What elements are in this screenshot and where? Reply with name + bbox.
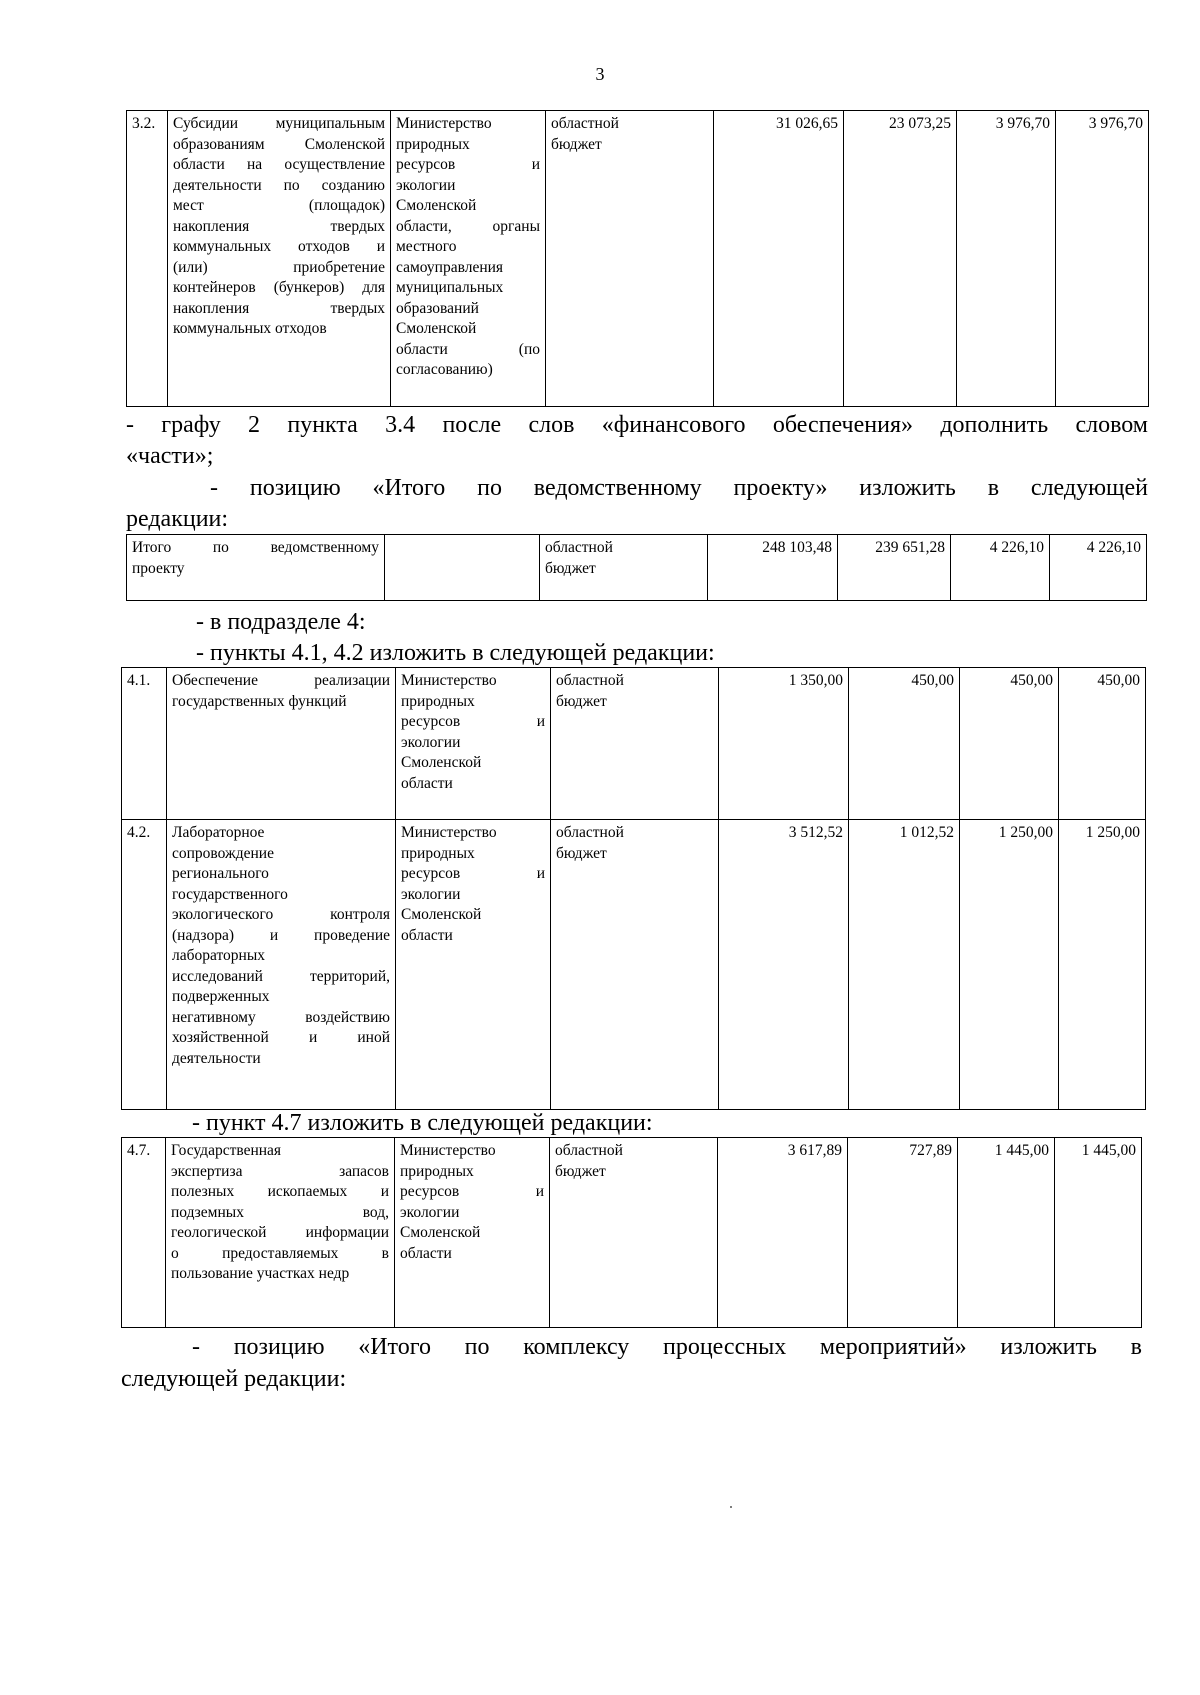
table-row (122, 668, 1146, 820)
text-line: бюджет (555, 1162, 606, 1180)
text-line: исследований территорий, (172, 967, 390, 985)
text-line: подземных вод, (171, 1203, 389, 1221)
funding-source-cell (550, 1138, 718, 1328)
text-line: Смоленской (400, 1224, 481, 1241)
text-line: Смоленской (401, 754, 482, 771)
text-line: областной (555, 1142, 623, 1159)
text-line: ресурсов и (401, 713, 545, 730)
text-line: государственного (172, 885, 288, 903)
text-line: Обеспечение реализации (172, 672, 390, 689)
value-year-3: 1 445,00 (1055, 1138, 1142, 1328)
paragraph-items-4-1-4-2: - пункты 4.1, 4.2 изложить в следующей редакции: (196, 640, 715, 666)
page-number: 3 (595, 64, 605, 84)
paragraph-total-process-line2: следующей редакции: (121, 1366, 347, 1392)
text-line: области, органы (396, 217, 540, 235)
text-line: Смоленской (401, 906, 482, 923)
paragraph-total-process-line1: - позицию «Итого по комплексу процессных мероприятий» изложить в (192, 1334, 1142, 1360)
text-line: областной (551, 115, 619, 132)
paragraph-item-4-7: - пункт 4.7 изложить в следующей редакции: (192, 1110, 653, 1136)
text-line: Итого по ведомственному (132, 539, 379, 556)
text-line: регионального (172, 865, 269, 882)
text-line: экологии (401, 885, 461, 903)
text-line: Смоленской (396, 320, 477, 337)
funding-source-cell (540, 535, 708, 601)
measure-name-cell (127, 535, 385, 601)
measure-name-cell (167, 668, 396, 820)
text-line: экологии (396, 176, 456, 194)
text-line: лабораторных (172, 947, 266, 964)
text-line: области (по (396, 340, 540, 358)
value-year-1: 1 012,52 (849, 820, 960, 1110)
value-year-3: 3 976,70 (1056, 111, 1149, 407)
value-year-2: 3 976,70 (957, 111, 1056, 407)
measure-name-cell (168, 111, 391, 407)
text-line: Министерство (401, 824, 497, 841)
funding-source-cell (551, 668, 719, 820)
text-line: накопления твердых (173, 217, 385, 235)
text-line: коммунальных отходов (173, 320, 327, 337)
text-line: мест (площадок) (173, 197, 385, 214)
value-year-1: 239 651,28 (838, 535, 951, 601)
text-line: о предоставляемых в (171, 1244, 389, 1262)
text-line: бюджет (556, 692, 607, 710)
table-item-3-2 (126, 110, 1149, 407)
text-line: образований (396, 299, 479, 317)
text-line: деятельности (172, 1049, 261, 1067)
text-line: накопления твердых (173, 299, 385, 317)
responsible-cell (385, 535, 540, 601)
text-line: Субсидии муниципальным (173, 115, 385, 132)
value-year-1: 23 073,25 (844, 111, 957, 407)
value-total: 31 026,65 (714, 111, 844, 407)
value-total: 248 103,48 (708, 535, 838, 601)
text-line: согласованию) (396, 361, 493, 378)
text-line: (или) приобретение (173, 258, 385, 276)
text-line: образованиям Смоленской (173, 135, 385, 153)
text-line: муниципальных (396, 279, 504, 296)
table-items-4-1-4-2 (121, 667, 1146, 1110)
row-number: 4.1. (122, 668, 167, 820)
responsible-cell (396, 820, 551, 1110)
text-line: Государственная (171, 1142, 282, 1159)
text-line: ресурсов и (401, 865, 545, 882)
responsible-cell (395, 1138, 550, 1328)
paragraph-total-vedomstv-line2: редакции: (126, 506, 229, 532)
text-line: областной (556, 824, 624, 841)
text-line: бюджет (556, 844, 607, 862)
text-line: областной (556, 672, 624, 689)
value-year-1: 727,89 (848, 1138, 958, 1328)
text-line: Смоленской (396, 197, 477, 214)
text-line: Министерство (401, 672, 497, 689)
text-line: полезных ископаемых и (171, 1183, 389, 1200)
text-line: областной (545, 539, 613, 556)
text-line: деятельности по созданию (173, 176, 385, 194)
text-line: ресурсов и (396, 156, 540, 173)
text-line: коммунальных отходов и (173, 238, 385, 255)
text-line: природных (401, 844, 475, 862)
text-line: государственных функций (172, 692, 347, 710)
value-total: 3 617,89 (718, 1138, 848, 1328)
table-total-vedomstv (126, 534, 1147, 601)
table-row (127, 111, 1149, 407)
text-line: экологии (400, 1203, 460, 1221)
value-year-3: 450,00 (1059, 668, 1146, 820)
responsible-cell (396, 668, 551, 820)
text-line: подверженных (172, 988, 270, 1005)
text-line: негативному воздействию (172, 1008, 390, 1026)
value-year-3: 1 250,00 (1059, 820, 1146, 1110)
paragraph-total-vedomstv-line1: - позицию «Итого по ведомственному проекту» изложить в следующей (210, 475, 1148, 501)
value-total: 3 512,52 (719, 820, 849, 1110)
table-item-4-7 (121, 1137, 1142, 1328)
text-line: проекту (132, 559, 185, 577)
text-line: области (401, 926, 453, 944)
value-year-3: 4 226,10 (1050, 535, 1147, 601)
text-line: области (401, 774, 453, 792)
table-row (122, 820, 1146, 1110)
table-row (122, 1138, 1142, 1328)
value-year-2: 1 445,00 (958, 1138, 1055, 1328)
text-line: природных (396, 135, 470, 153)
scan-speck (730, 1506, 732, 1508)
text-line: бюджет (545, 559, 596, 577)
paragraph-edit-3-4-line2: «части»; (126, 443, 214, 469)
text-line: геологической информации (171, 1224, 389, 1241)
text-line: хозяйственной и иной (172, 1029, 390, 1046)
row-number: 3.2. (127, 111, 168, 407)
funding-source-cell (551, 820, 719, 1110)
text-line: сопровождение (172, 844, 274, 862)
measure-name-cell (167, 820, 396, 1110)
text-line: самоуправления (396, 258, 504, 276)
value-year-2: 1 250,00 (960, 820, 1059, 1110)
measure-name-cell (166, 1138, 395, 1328)
value-year-2: 4 226,10 (951, 535, 1050, 601)
text-line: экспертиза запасов (171, 1162, 389, 1180)
text-line: экологии (401, 733, 461, 751)
text-line: (надзора) и проведение (172, 926, 390, 944)
text-line: пользование участках недр (171, 1265, 350, 1282)
value-year-2: 450,00 (960, 668, 1059, 820)
value-year-1: 450,00 (849, 668, 960, 820)
funding-source-cell (546, 111, 714, 407)
text-line: экологического контроля (172, 906, 390, 923)
text-line: области на осуществление (173, 156, 385, 173)
row-number: 4.7. (122, 1138, 166, 1328)
text-line: местного (396, 238, 457, 255)
paragraph-edit-3-4-line1: - графу 2 пункта 3.4 после слов «финансового обеспечения» дополнить словом (126, 412, 1148, 438)
text-line: Лабораторное (172, 824, 265, 841)
text-line: природных (400, 1162, 474, 1180)
paragraph-subsection-4: - в подразделе 4: (196, 609, 366, 635)
text-line: Министерство (400, 1142, 496, 1159)
table-row (127, 535, 1147, 601)
text-line: ресурсов и (400, 1183, 544, 1200)
row-number: 4.2. (122, 820, 167, 1110)
responsible-cell (391, 111, 546, 407)
text-line: бюджет (551, 135, 602, 153)
text-line: природных (401, 692, 475, 710)
text-line: Министерство (396, 115, 492, 132)
text-line: контейнеров (бункеров) для (173, 279, 385, 296)
text-line: области (400, 1244, 452, 1262)
value-total: 1 350,00 (719, 668, 849, 820)
